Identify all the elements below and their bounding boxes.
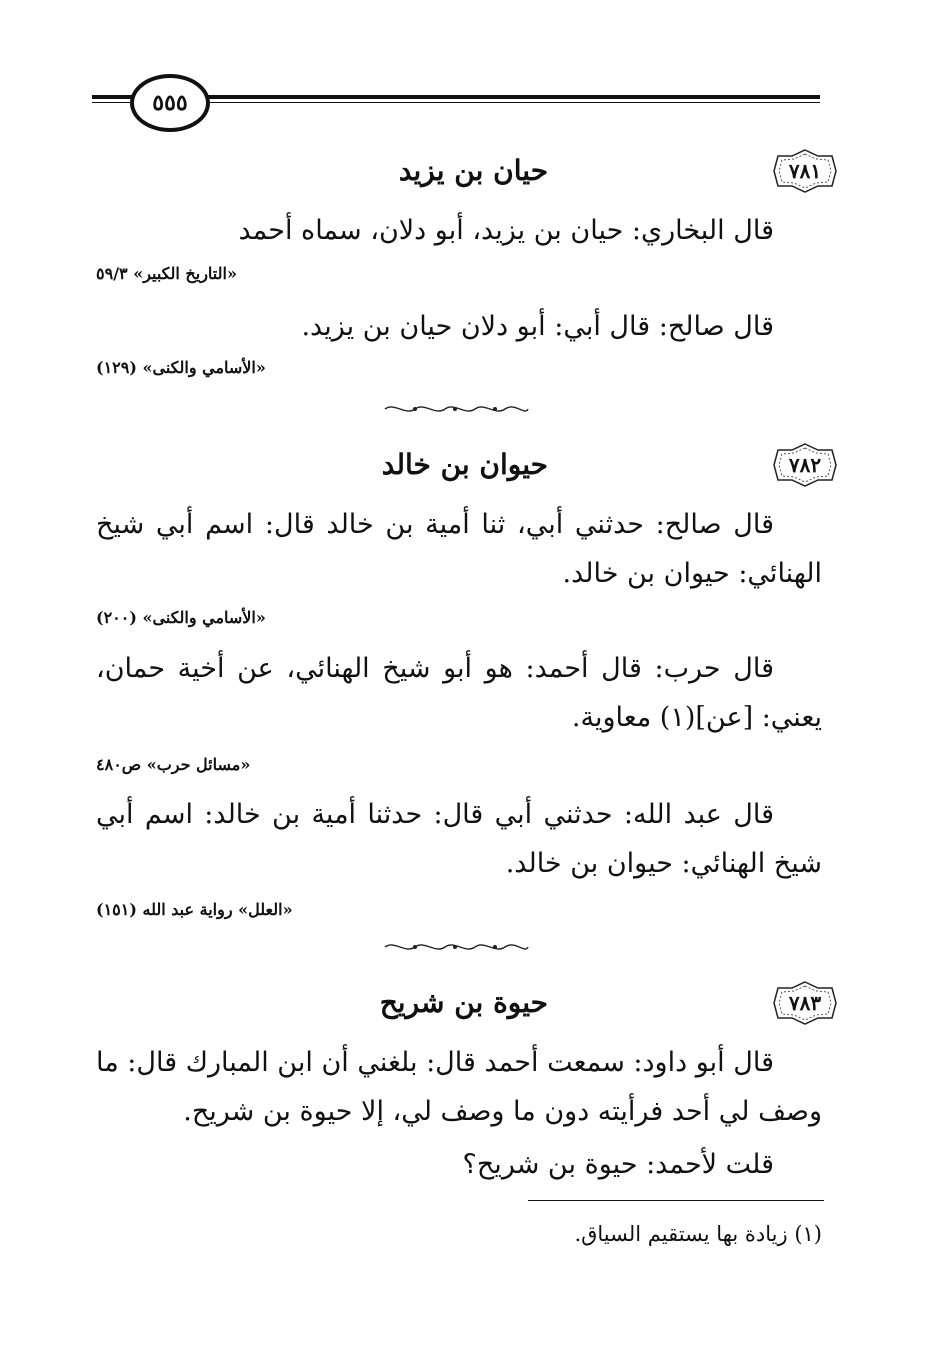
page-number: ٥٥٥ [130, 74, 210, 132]
entry-number: ٧٨٢ [788, 453, 822, 477]
entry-heading [98, 442, 838, 490]
entry-paragraph: قال أبو داود: سمعت أحمد قال: بلغني أن ابن المبارك قال: ما وصف لي أحد فرأيته دون ما وصف لي، إلا حيوة بن شريح. [96, 1047, 822, 1127]
section-divider-ornament [380, 940, 530, 954]
source-citation: «التاريخ الكبير» ٥٩/٣ [96, 264, 237, 283]
entry-number-badge [772, 442, 838, 488]
footnote: (١) زيادة بها يستقيم السياق. [574, 1222, 822, 1246]
entry-paragraph: قال البخاري: حيان بن يزيد، أبو دلان، سماه أحمد [238, 215, 774, 246]
source-citation: «الأسامي والكنى» (٢٠٠) [96, 608, 266, 627]
entry-number: ٧٨١ [788, 159, 822, 183]
entry-heading [98, 148, 838, 196]
entry-number-badge [772, 148, 838, 194]
entry-paragraph: قال صالح: حدثني أبي، ثنا أمية بن خالد قال: اسم أبي شيخ الهنائي: حيوان بن خالد. [96, 509, 822, 589]
source-citation: «العلل» رواية عبد الله (١٥١) [96, 900, 293, 919]
entry-title: حيان بن يزيد [398, 154, 548, 187]
entry-paragraph: قال عبد الله: حدثني أبي قال: حدثنا أمية بن خالد: اسم أبي شيخ الهنائي: حيوان بن خالد. [96, 799, 822, 879]
entry-paragraph: قال حرب: قال أحمد: هو أبو شيخ الهنائي، عن أخية حمان، يعني: [عن](١) معاوية. [96, 653, 822, 733]
entry-heading [98, 980, 838, 1028]
entry-title: حيوة بن شريح [379, 986, 548, 1019]
section-divider-ornament [380, 402, 530, 416]
footnote-rule [528, 1200, 824, 1201]
source-citation: «مسائل حرب» ص٤٨٠ [96, 755, 251, 774]
entry-number-badge [772, 980, 838, 1026]
entry-paragraph: قلت لأحمد: حيوة بن شريح؟ [462, 1149, 774, 1180]
source-citation: «الأسامي والكنى» (١٢٩) [96, 358, 266, 377]
entry-title: حيوان بن خالد [381, 448, 548, 481]
entry-number: ٧٨٣ [788, 991, 822, 1015]
entry-paragraph: قال صالح: قال أبي: أبو دلان حيان بن يزيد. [301, 311, 774, 342]
